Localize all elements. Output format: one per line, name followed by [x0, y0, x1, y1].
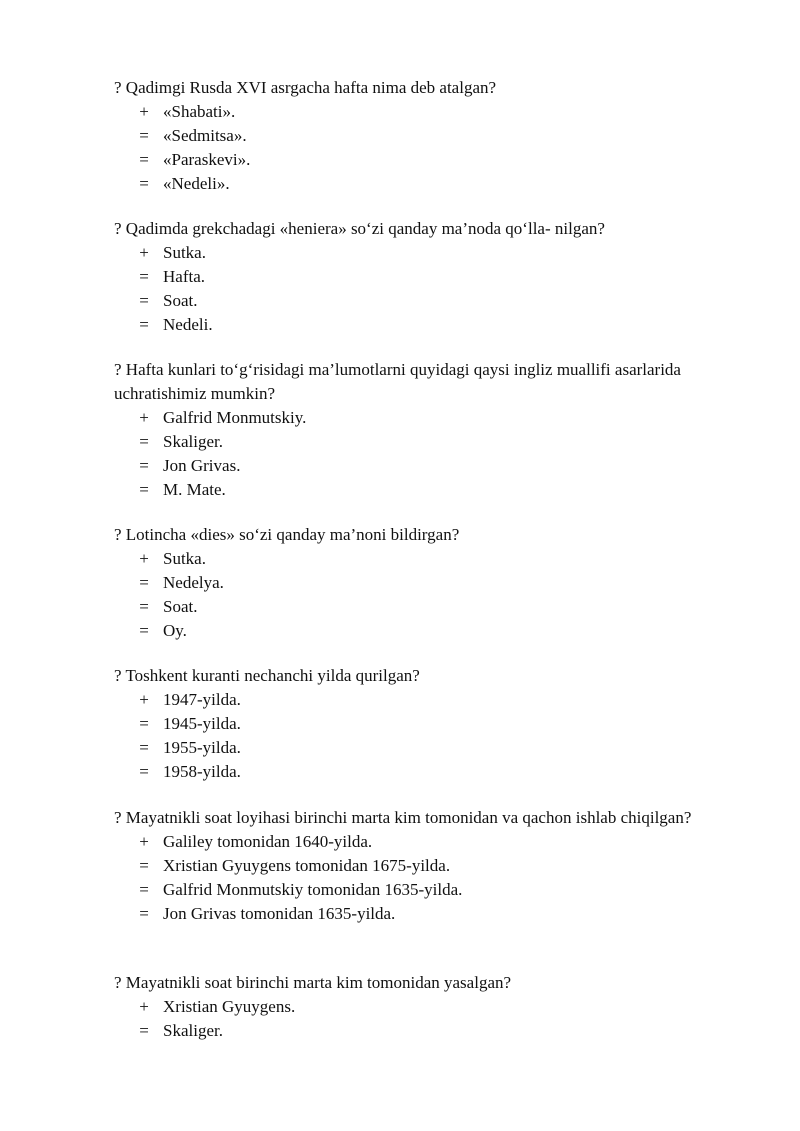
answer-item — [114, 289, 754, 313]
correct-marker: + — [139, 408, 149, 427]
option-marker: = — [139, 762, 149, 781]
option-marker: = — [139, 126, 149, 145]
option-marker: = — [139, 856, 149, 875]
answer-text: Jon Grivas. — [163, 456, 241, 475]
correct-marker: + — [139, 102, 149, 121]
answer-list — [114, 688, 754, 784]
answer-text: Sutka. — [163, 549, 206, 568]
answer-item — [114, 172, 754, 196]
question-block-1 — [114, 76, 754, 196]
question-block-4 — [114, 523, 754, 643]
question-block-3 — [114, 358, 754, 502]
answer-text: M. Mate. — [163, 480, 226, 499]
answer-text: Skaliger. — [163, 432, 223, 451]
answer-text: Soat. — [163, 597, 198, 616]
answer-text: 1947-yilda. — [163, 690, 241, 709]
answer-item — [114, 265, 754, 289]
option-marker: = — [139, 150, 149, 169]
answer-text: Galfrid Monmutskiy. — [163, 408, 307, 427]
answer-item — [114, 902, 754, 926]
answer-item — [114, 830, 754, 854]
answer-text: Sutka. — [163, 243, 206, 262]
option-marker: = — [139, 621, 149, 640]
question-text: ? Toshkent kuranti nechanchi yilda qurilgan? — [114, 666, 420, 685]
answer-item — [114, 430, 754, 454]
answer-item — [114, 571, 754, 595]
question-block-7 — [114, 971, 754, 1043]
answer-text: Nedelya. — [163, 573, 224, 592]
answer-item — [114, 241, 754, 265]
answer-list — [114, 406, 754, 502]
answer-list — [114, 241, 754, 337]
answer-text: Hafta. — [163, 267, 206, 286]
answer-text: «Sedmitsa». — [163, 126, 247, 145]
answer-list — [114, 100, 754, 196]
answer-item — [114, 736, 754, 760]
option-marker: = — [139, 573, 149, 592]
answer-text: 1955-yilda. — [163, 738, 241, 757]
answer-item — [114, 760, 754, 784]
answer-item — [114, 313, 754, 337]
answer-text: «Paraskevi». — [163, 150, 251, 169]
option-marker: = — [139, 456, 149, 475]
answer-item — [114, 878, 754, 902]
option-marker: = — [139, 714, 149, 733]
question-text: ? Mayatnikli soat birinchi marta kim tomonidan yasalgan? — [114, 973, 512, 992]
option-marker: = — [139, 480, 149, 499]
correct-marker: + — [139, 243, 149, 262]
answer-text: Jon Grivas tomonidan 1635-yilda. — [163, 904, 396, 923]
answer-item — [114, 854, 754, 878]
question-block-6 — [114, 806, 754, 926]
correct-marker: + — [139, 997, 149, 1016]
answer-item — [114, 100, 754, 124]
question-text: ? Lotincha «dies» so‘zi qanday ma’noni bildirgan? — [114, 525, 460, 544]
question-text: ? Hafta kunlari to‘g‘risidagi ma’lumotlarni quyidagi qaysi ingliz muallifi asarlarida uchratishimiz mumkin? — [114, 360, 681, 403]
question-text: ? Qadimda grekchadagi «heniera» so‘zi qanday ma’noda qo‘lla- nilgan? — [114, 219, 605, 238]
answer-item — [114, 619, 754, 643]
answer-text: 1958-yilda. — [163, 762, 241, 781]
answer-text: Oy. — [163, 621, 187, 640]
option-marker: = — [139, 432, 149, 451]
answer-item — [114, 995, 754, 1019]
correct-marker: + — [139, 690, 149, 709]
answer-item — [114, 712, 754, 736]
option-marker: = — [139, 267, 149, 286]
answer-text: Xristian Gyuygens. — [163, 997, 296, 1016]
option-marker: = — [139, 738, 149, 757]
answer-list — [114, 830, 754, 926]
answer-item — [114, 406, 754, 430]
answer-text: Xristian Gyuygens tomonidan 1675-yilda. — [163, 856, 451, 875]
answer-text: «Nedeli». — [163, 174, 230, 193]
option-marker: = — [139, 1021, 149, 1040]
answer-item — [114, 454, 754, 478]
option-marker: = — [139, 315, 149, 334]
answer-item — [114, 478, 754, 502]
answer-list — [114, 547, 754, 643]
answer-text: Soat. — [163, 291, 198, 310]
answer-item — [114, 124, 754, 148]
answer-item — [114, 547, 754, 571]
answer-item — [114, 688, 754, 712]
option-marker: = — [139, 904, 149, 923]
answer-text: Skaliger. — [163, 1021, 223, 1040]
answer-item — [114, 595, 754, 619]
answer-list — [114, 995, 754, 1043]
question-text: ? Qadimgi Rusda XVI asrgacha hafta nima deb atalgan? — [114, 78, 497, 97]
option-marker: = — [139, 174, 149, 193]
option-marker: = — [139, 597, 149, 616]
option-marker: = — [139, 880, 149, 899]
question-block-2 — [114, 217, 754, 337]
option-marker: = — [139, 291, 149, 310]
question-text: ? Mayatnikli soat loyihasi birinchi marta kim tomonidan va qachon ishlab chiqilgan? — [114, 808, 692, 827]
answer-text: 1945-yilda. — [163, 714, 241, 733]
answer-item — [114, 148, 754, 172]
answer-text: Nedeli. — [163, 315, 213, 334]
answer-item — [114, 1019, 754, 1043]
answer-text: Galfrid Monmutskiy tomonidan 1635-yilda. — [163, 880, 463, 899]
question-block-5 — [114, 664, 754, 784]
correct-marker: + — [139, 549, 149, 568]
correct-marker: + — [139, 832, 149, 851]
answer-text: Galiley tomonidan 1640-yilda. — [163, 832, 373, 851]
answer-text: «Shabati». — [163, 102, 236, 121]
